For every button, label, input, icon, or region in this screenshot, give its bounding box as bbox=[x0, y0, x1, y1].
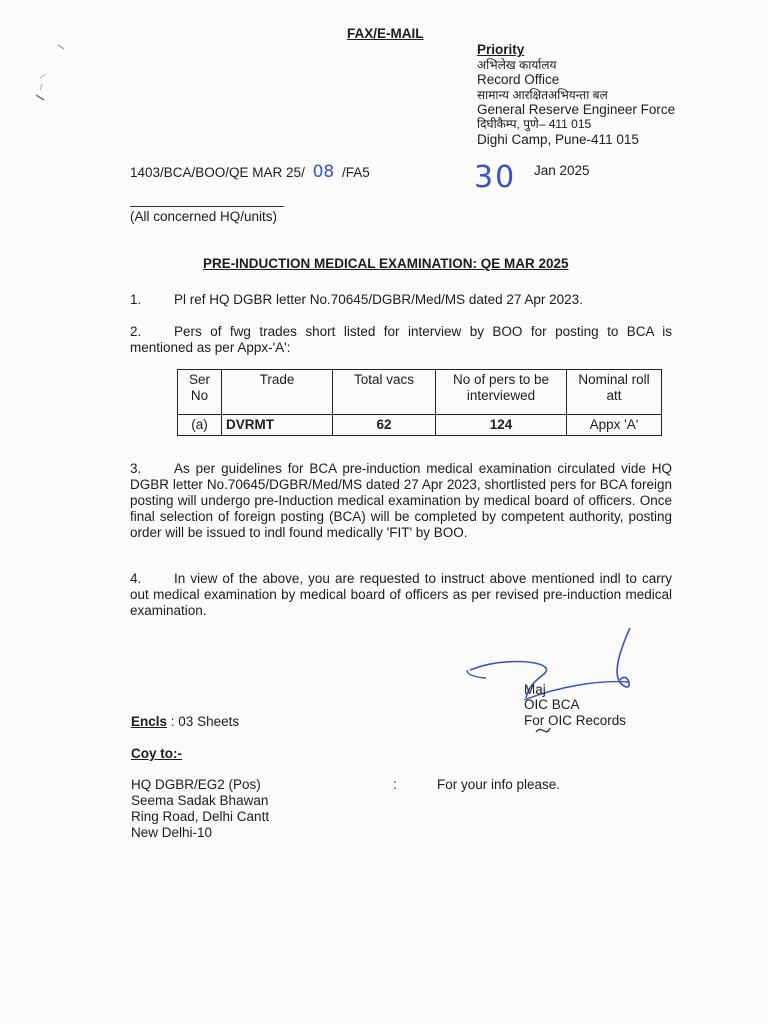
ref-handwritten-number: 08 bbox=[312, 162, 335, 182]
cell-total: 62 bbox=[333, 415, 436, 436]
cell-trade: DVRMT bbox=[222, 415, 333, 436]
transmission-mode: FAX/E-MAIL bbox=[347, 26, 424, 41]
enclosures bbox=[131, 714, 239, 730]
paragraph-2 bbox=[130, 324, 672, 356]
hindi-force: सामान्य आरक्षितअभियन्ता बल bbox=[477, 88, 608, 102]
signatory-appointment: OIC BCA bbox=[524, 697, 580, 712]
table-row bbox=[178, 415, 662, 436]
copy-to-address-line: Seema Sadak Bhawan bbox=[131, 793, 269, 808]
ref-suffix: /FA5 bbox=[342, 165, 370, 180]
signature-scribble bbox=[460, 620, 660, 760]
cell-ser: (a) bbox=[178, 415, 222, 436]
paragraph-4-number: 4. bbox=[130, 571, 142, 586]
hindi-record-office: अभिलेख कार्यालय bbox=[477, 58, 557, 72]
paragraph-3 bbox=[130, 461, 672, 541]
copy-to-address-line: HQ DGBR/EG2 (Pos) bbox=[131, 777, 261, 792]
addressee-rule bbox=[130, 206, 284, 207]
paragraph-1 bbox=[130, 292, 672, 308]
paragraph-3-number: 3. bbox=[130, 461, 142, 476]
header-ser-no: Ser No bbox=[178, 370, 222, 415]
trade-table bbox=[177, 369, 662, 436]
signatory-rank: Maj bbox=[524, 682, 546, 697]
paper-specks bbox=[20, 40, 80, 110]
copy-to-separator: : bbox=[393, 777, 397, 792]
ref-prefix: 1403/BCA/BOO/QE MAR 25/ bbox=[130, 165, 305, 180]
paragraph-4 bbox=[130, 571, 672, 619]
force-name: General Reserve Engineer Force bbox=[477, 102, 676, 117]
table-header-row bbox=[178, 370, 662, 415]
cell-pers: 124 bbox=[436, 415, 567, 436]
hindi-address: दिघीकैम्प, पुणे– 411 015 bbox=[477, 117, 592, 131]
copy-to-address-line: New Delhi-10 bbox=[131, 825, 213, 840]
header-no-of-pers: No of pers to be interviewed bbox=[436, 370, 567, 415]
office-address: Dighi Camp, Pune-411 015 bbox=[477, 132, 639, 147]
reference-number bbox=[130, 164, 370, 181]
header-nominal-roll: Nominal roll att bbox=[567, 370, 662, 415]
paragraph-4-text: In view of the above, you are requested to instruct above mentioned indl to carry out medical examination by medical board of officers as per revised pre-induction medical examination. bbox=[130, 571, 672, 618]
paragraph-1-text: Pl ref HQ DGBR letter No.70645/DGBR/Med/MS dated 27 Apr 2023. bbox=[174, 292, 583, 307]
encls-value: : 03 Sheets bbox=[170, 714, 240, 729]
addressee: (All concerned HQ/units) bbox=[130, 209, 278, 224]
paragraph-3-text: As per guidelines for BCA pre-induction medical examination circulated vide HQ DGBR letter No.70645/DGBR/Med/MS dated 27 Apr 2023, shortlisted pers for BCA foreign posting will undergo pre-Induction medical examination by medical board of officers. Once final selection of foreign posting (BCA) will be completed by competent authority, posting order will be issued to indl found medically 'FIT' by BOO. bbox=[130, 461, 672, 540]
copy-to-label: Coy to:- bbox=[131, 746, 182, 761]
record-office: Record Office bbox=[477, 72, 560, 87]
copy-to-note: For your info please. bbox=[437, 777, 561, 792]
copy-to-address-line: Ring Road, Delhi Cantt bbox=[131, 809, 270, 824]
date-handwritten: 30 bbox=[474, 160, 517, 195]
cell-roll: Appx 'A' bbox=[567, 415, 662, 436]
header-trade: Trade bbox=[222, 370, 333, 415]
paragraph-2-number: 2. bbox=[130, 324, 142, 339]
header-total-vacs: Total vacs bbox=[333, 370, 436, 415]
paragraph-2-text: Pers of fwg trades short listed for interview by BOO for posting to BCA is mentioned as per Appx-'A': bbox=[130, 324, 672, 355]
subject: PRE-INDUCTION MEDICAL EXAMINATION: QE MAR 2025 bbox=[203, 256, 569, 271]
encls-label: Encls bbox=[131, 714, 168, 729]
signatory-for-line: For OIC Records bbox=[524, 713, 627, 728]
date-typed: Jan 2025 bbox=[534, 163, 590, 178]
priority-label: Priority bbox=[477, 42, 525, 57]
paragraph-1-number: 1. bbox=[130, 292, 142, 307]
